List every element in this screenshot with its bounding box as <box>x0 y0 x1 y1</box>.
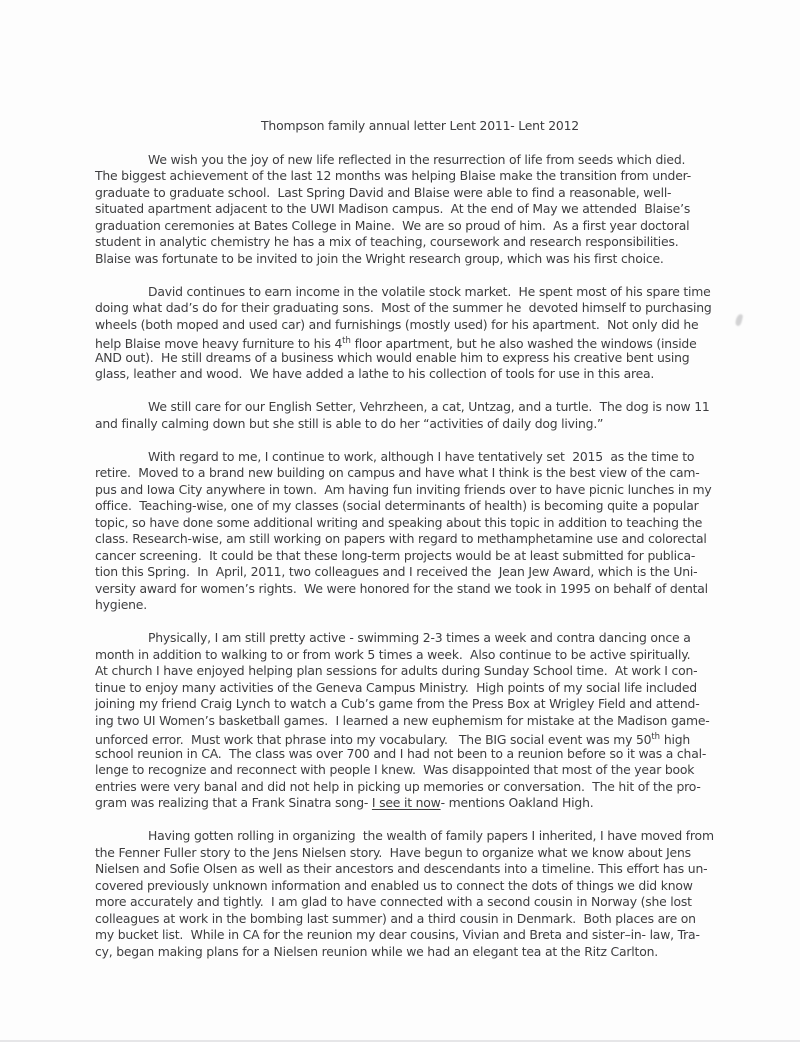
text-line: school reunion in CA. The class was over 700 and I had not been to a reunion before so it was a chal- <box>95 745 707 761</box>
text-line: lenge to recognize and reconnect with people I knew. Was disappointed that most of the year book <box>95 762 695 777</box>
text-line: versity award for women’s rights. We were honored for the stand we took in 1995 on behalf of dental <box>95 580 708 596</box>
text-segment: help Blaise move heavy furniture to his 4 <box>95 336 343 352</box>
text-line: wheels (both moped and used car) and furnishings (mostly used) for his apartment. Not only did he <box>95 316 699 332</box>
text-line: tion this Spring. In April, 2011, two colleagues and I received the Jean Jew Award, which is the Uni- <box>95 564 698 579</box>
text-line: Having gotten rolling in organizing the wealth of family papers I inherited, I have moved from <box>148 828 714 843</box>
text-line: colleagues at work in the bombing last summer) and a third cousin in Denmark. Both places are on <box>95 910 696 926</box>
text-line: more accurately and tightly. I am glad to have connected with a second cousin in Norway (she lost <box>95 894 692 909</box>
superscript-text: th <box>651 732 661 742</box>
letter-content <box>95 118 745 977</box>
text-line: AND out). He still dreams of a business which would enable him to express his creative bent using <box>95 349 690 365</box>
paragraph <box>95 399 745 432</box>
text-line: hygiene. <box>95 597 147 612</box>
text-line: joining my friend Craig Lynch to watch a Cub’s game from the Press Box at Wrigley Field and attend- <box>95 696 700 711</box>
text-line: retire. Moved to a brand new building on campus and have what I think is the best view of the cam- <box>95 465 700 480</box>
text-line: tinue to enjoy many activities of the Geneva Campus Ministry. High points of my social life included <box>95 679 697 695</box>
text-line: David continues to earn income in the volatile stock market. He spent most of his spare time <box>148 283 711 299</box>
text-line: We wish you the joy of new life reflected in the resurrection of life from seeds which died. <box>148 151 686 167</box>
text-line: The biggest achievement of the last 12 months was helping Blaise make the transition from under- <box>95 168 692 183</box>
text-line: doing what dad’s do for their graduating sons. Most of the summer he devoted himself to purchasing <box>95 300 712 315</box>
paragraph <box>95 152 745 268</box>
letter-body <box>95 152 745 961</box>
text-segment: floor apartment, but he also washed the windows (inside <box>350 336 697 352</box>
text-line: We still care for our English Setter, Vehrzheen, a cat, Untzag, and a turtle. The dog is now 11 <box>148 399 710 414</box>
text-line: cy, began making plans for a Nielsen reunion while we had an elegant tea at the Ritz Carlton. <box>95 943 658 959</box>
paragraph <box>95 828 745 960</box>
text-line: and finally calming down but she still is able to do her “activities of daily dog living.” <box>95 415 604 431</box>
text-line: With regard to me, I continue to work, although I have tentatively set 2015 as the time to <box>148 448 695 464</box>
text-line <box>95 795 745 812</box>
text-segment: high <box>660 732 691 748</box>
text-line: glass, leather and wood. We have added a lathe to his collection of tools for use in this area. <box>95 366 655 381</box>
paragraph <box>95 284 745 383</box>
text-line: the Fenner Fuller story to the Jens Nielsen story. Have begun to organize what we know about Jens <box>95 844 691 860</box>
letter-title: Thompson family annual letter Lent 2011- Lent 2012 <box>261 118 579 133</box>
text-line: situated apartment adjacent to the UWI Madison campus. At the end of May we attended Blaise’s <box>95 201 691 216</box>
paragraph <box>95 449 745 614</box>
text-line: pus and Iowa City anywhere in town. Am having fun inviting friends over to have picnic lunches in my <box>95 481 712 497</box>
text-line: topic, so have done some additional writing and speaking about this topic in addition to teaching the <box>95 514 703 530</box>
text-segment: - mentions Oakland High. <box>440 795 594 810</box>
underlined-phrase: I see it now <box>371 795 441 810</box>
text-segment: gram was realizing that a Frank Sinatra song- <box>95 795 372 810</box>
text-line: entries were very banal and did not help in picking up memories or conversation. The hit of the pro- <box>95 778 701 794</box>
text-line: class. Research-wise, am still working on papers with regard to methamphetamine use and colorectal <box>95 531 707 546</box>
text-line: cancer screening. It could be that these long-term projects would be at least submitted for publica- <box>95 547 696 563</box>
paragraph <box>95 630 745 812</box>
superscript-text: th <box>342 336 351 346</box>
text-line: Physically, I am still pretty active - swimming 2-3 times a week and contra dancing once a <box>148 630 691 645</box>
text-line: Nielsen and Sofie Olsen as well as their ancestors and descendants into a timeline. This effort has un- <box>95 861 708 876</box>
text-line <box>95 333 745 350</box>
text-line: month in addition to walking to or from work 5 times a week. Also continue to be active spiritually. <box>95 646 691 662</box>
text-line: covered previously unknown information and enabled us to connect the dots of things we did know <box>95 877 693 893</box>
text-line: graduate to graduate school. Last Spring David and Blaise were able to find a reasonable, well- <box>95 184 672 200</box>
text-line <box>95 729 745 746</box>
text-line: ing two UI Women’s basketball games. I learned a new euphemism for mistake at the Madison game- <box>95 712 710 728</box>
text-line: Blaise was fortunate to be invited to join the Wright research group, which was his first choice. <box>95 250 664 266</box>
text-line: office. Teaching-wise, one of my classes (social determinants of health) is becoming quite a popular <box>95 498 699 513</box>
text-line: my bucket list. While in CA for the reunion my dear cousins, Vivian and Breta and sister–in- law, Tra- <box>95 927 700 942</box>
text-line: student in analytic chemistry he has a mix of teaching, coursework and research responsibilities. <box>95 234 679 249</box>
text-segment: unforced error. Must work that phrase into my vocabulary. The BIG social event was my 50 <box>95 732 652 748</box>
text-line: At church I have enjoyed helping plan sessions for adults during Sunday School time. At work I con- <box>95 663 698 678</box>
text-line: graduation ceremonies at Bates College in Maine. We are so proud of him. As a first year doctoral <box>95 217 690 233</box>
